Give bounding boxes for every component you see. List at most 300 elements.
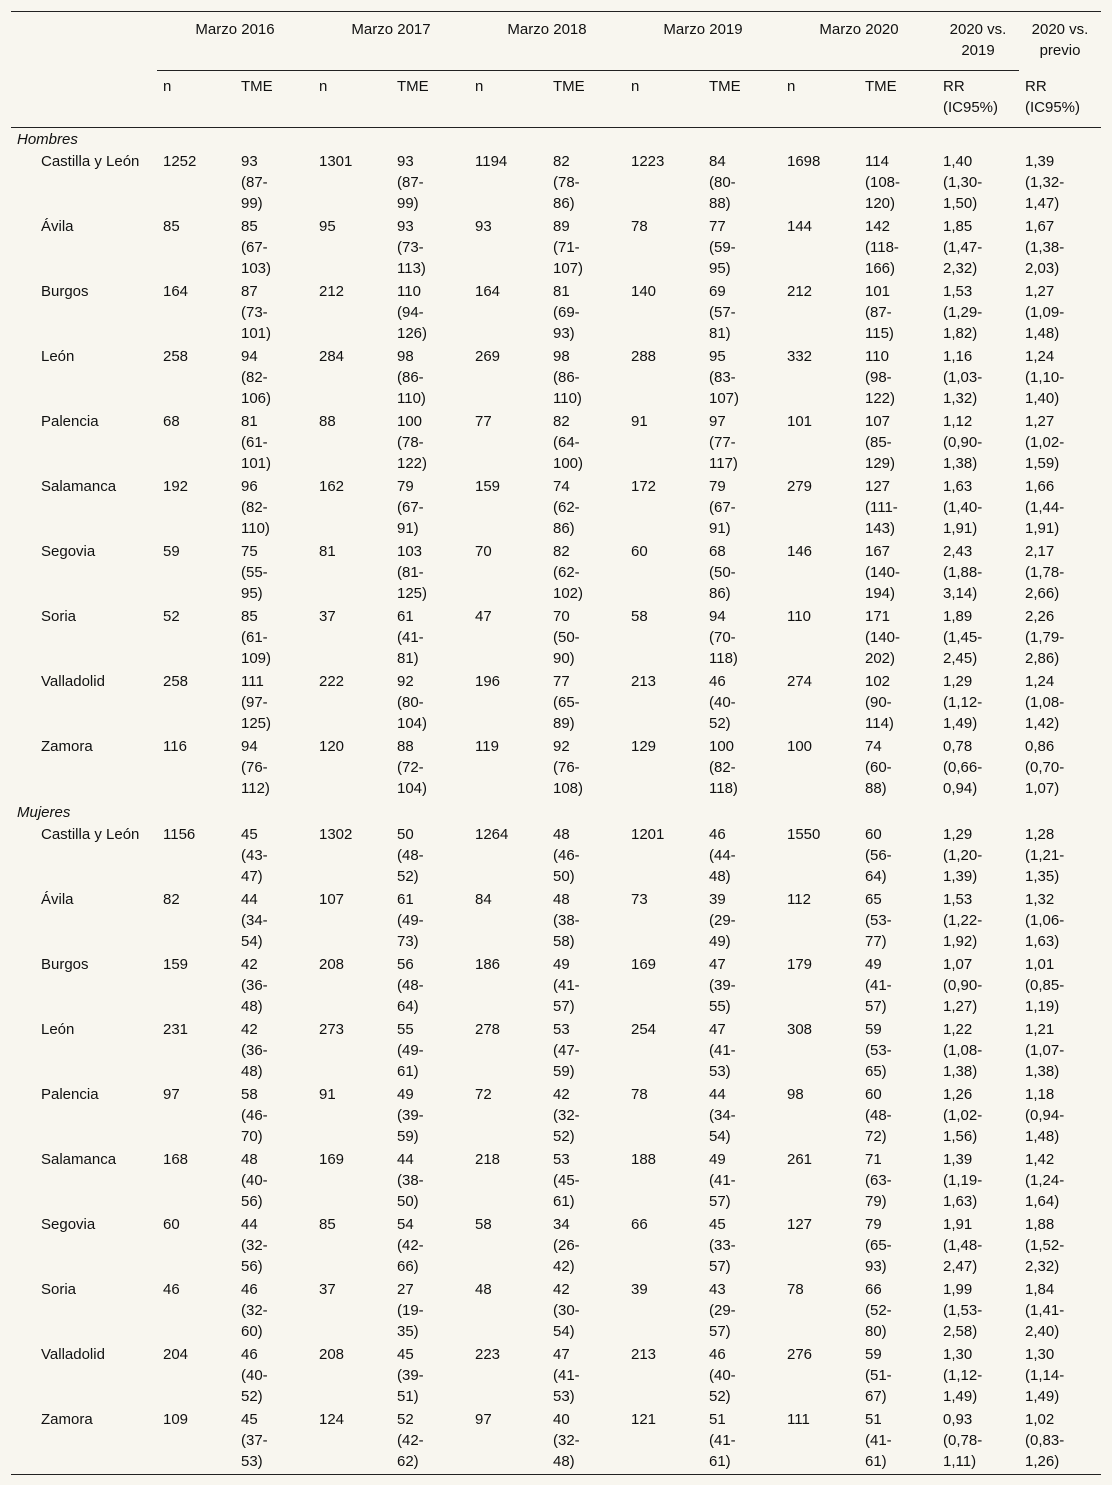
region-name: Soria [41, 1281, 77, 1298]
header-n: n [787, 78, 796, 95]
tme-cell: 27 (19- 35) [397, 1281, 424, 1340]
count-cell: 1223 [631, 153, 665, 170]
count-cell: 93 [475, 218, 492, 235]
count-cell: 37 [319, 1281, 336, 1298]
count-cell: 231 [163, 1021, 189, 1038]
rr-previo-cell: 1,27 (1,02- 1,59) [1025, 413, 1065, 472]
tme-cell: 77 (59- 95) [709, 218, 736, 277]
rr-previo-cell: 1,28 (1,21- 1,35) [1025, 826, 1065, 885]
count-cell: 204 [163, 1346, 189, 1363]
table-row [11, 606, 1101, 671]
tme-cell: 85 (67- 103) [241, 218, 272, 277]
count-cell: 52 [163, 608, 180, 625]
count-cell: 208 [319, 956, 345, 973]
table-row [11, 411, 1101, 476]
count-cell: 97 [163, 1086, 180, 1103]
count-cell: 164 [475, 283, 501, 300]
table-row [11, 671, 1101, 736]
count-cell: 223 [475, 1346, 501, 1363]
tme-cell: 46 (32- 60) [241, 1281, 268, 1340]
count-cell: 261 [787, 1151, 813, 1168]
tme-cell: 94 (70- 118) [709, 608, 738, 667]
region-name: Segovia [41, 543, 96, 560]
count-cell: 47 [475, 608, 492, 625]
table-row [11, 476, 1101, 541]
tme-cell: 93 (73- 113) [397, 218, 426, 277]
tme-cell: 100 (82- 118) [709, 738, 738, 797]
region-name: León [41, 1021, 75, 1038]
rr-2019-cell: 1,39 (1,19- 1,63) [943, 1151, 983, 1210]
header-n: n [631, 78, 640, 95]
tme-cell: 84 (80- 88) [709, 153, 736, 212]
table-row [11, 824, 1101, 889]
tme-cell: 87 (73- 101) [241, 283, 272, 342]
tme-cell: 56 (48- 64) [397, 956, 424, 1015]
count-cell: 159 [475, 478, 501, 495]
tme-cell: 59 (51- 67) [865, 1346, 892, 1405]
tme-cell: 93 (87- 99) [241, 153, 268, 212]
tme-cell: 39 (29- 49) [709, 891, 736, 950]
count-cell: 288 [631, 348, 657, 365]
tme-cell: 55 (49- 61) [397, 1021, 424, 1080]
count-cell: 254 [631, 1021, 657, 1038]
count-cell: 222 [319, 673, 345, 690]
count-cell: 116 [163, 738, 187, 755]
count-cell: 140 [631, 283, 657, 300]
tme-cell: 81 (69- 93) [553, 283, 580, 342]
count-cell: 91 [631, 413, 648, 430]
rr-2019-cell: 1,29 (1,12- 1,49) [943, 673, 983, 732]
tme-cell: 75 (55- 95) [241, 543, 268, 602]
rr-2019-cell: 1,07 (0,90- 1,27) [943, 956, 983, 1015]
count-cell: 88 [319, 413, 336, 430]
region-name: Burgos [41, 283, 89, 300]
mortality-table [11, 11, 1101, 1475]
table-row [11, 1019, 1101, 1084]
tme-cell: 103 (81- 125) [397, 543, 428, 602]
header-year-2019: Marzo 2019 [625, 12, 781, 71]
tme-cell: 97 (77- 117) [709, 413, 738, 472]
count-cell: 218 [475, 1151, 501, 1168]
count-cell: 1156 [163, 826, 196, 843]
count-cell: 284 [319, 348, 345, 365]
tme-cell: 94 (76- 112) [241, 738, 270, 797]
tme-cell: 69 (57- 81) [709, 283, 736, 342]
count-cell: 85 [319, 1216, 336, 1233]
tme-cell: 40 (32- 48) [553, 1411, 580, 1470]
tme-cell: 48 (40- 56) [241, 1151, 268, 1210]
count-cell: 274 [787, 673, 813, 690]
tme-cell: 167 (140- 194) [865, 543, 901, 602]
region-name: Burgos [41, 956, 89, 973]
rr-previo-cell: 1,21 (1,07- 1,38) [1025, 1021, 1065, 1080]
rr-previo-cell: 1,01 (0,85- 1,19) [1025, 956, 1065, 1015]
tme-cell: 48 (46- 50) [553, 826, 580, 885]
count-cell: 1302 [319, 826, 353, 843]
count-cell: 308 [787, 1021, 813, 1038]
tme-cell: 82 (62- 102) [553, 543, 584, 602]
rr-previo-cell: 2,26 (1,79- 2,86) [1025, 608, 1065, 667]
tme-cell: 49 (41- 57) [553, 956, 580, 1015]
rr-previo-cell: 1,39 (1,32- 1,47) [1025, 153, 1065, 212]
header-n: n [319, 78, 328, 95]
rr-previo-cell: 1,32 (1,06- 1,63) [1025, 891, 1065, 950]
region-name: León [41, 348, 75, 365]
count-cell: 110 [787, 608, 811, 625]
rr-2019-cell: 1,26 (1,02- 1,56) [943, 1086, 983, 1145]
count-cell: 81 [319, 543, 336, 560]
tme-cell: 79 (67- 91) [397, 478, 424, 537]
tme-cell: 49 (39- 59) [397, 1086, 424, 1145]
rr-previo-cell: 1,66 (1,44- 1,91) [1025, 478, 1065, 537]
tme-cell: 46 (40- 52) [709, 1346, 736, 1405]
region-name: Valladolid [41, 673, 105, 690]
count-cell: 269 [475, 348, 501, 365]
count-cell: 279 [787, 478, 813, 495]
region-name: Valladolid [41, 1346, 105, 1363]
table-row [11, 1214, 1101, 1279]
table-row [11, 1409, 1101, 1475]
region-name: Castilla y León [41, 153, 140, 170]
header-year-2018: Marzo 2018 [469, 12, 625, 71]
rr-2019-cell: 1,29 (1,20- 1,39) [943, 826, 983, 885]
tme-cell: 110 (98- 122) [865, 348, 896, 407]
section-label: Hombres [17, 131, 78, 148]
region-name: Palencia [41, 413, 99, 430]
tme-cell: 54 (42- 66) [397, 1216, 424, 1275]
count-cell: 332 [787, 348, 813, 365]
count-cell: 82 [163, 891, 180, 908]
region-name: Ávila [41, 218, 74, 235]
count-cell: 58 [475, 1216, 492, 1233]
tme-cell: 89 (71- 107) [553, 218, 584, 277]
table-row [11, 541, 1101, 606]
count-cell: 78 [631, 1086, 648, 1103]
header-rr: RR (IC95%) [1025, 77, 1081, 116]
count-cell: 124 [319, 1411, 345, 1428]
count-cell: 213 [631, 1346, 657, 1363]
tme-cell: 79 (67- 91) [709, 478, 736, 537]
tme-cell: 60 (56- 64) [865, 826, 892, 885]
tme-cell: 47 (41- 53) [709, 1021, 736, 1080]
count-cell: 192 [163, 478, 189, 495]
header-year-2016: Marzo 2016 [157, 12, 313, 71]
count-cell: 91 [319, 1086, 336, 1103]
tme-cell: 44 (32- 56) [241, 1216, 268, 1275]
count-cell: 112 [787, 891, 811, 908]
rr-previo-cell: 1,67 (1,38- 2,03) [1025, 218, 1065, 277]
count-cell: 111 [787, 1411, 810, 1428]
header-rr-2019: 2020 vs. 2019 [937, 12, 1019, 71]
count-cell: 273 [319, 1021, 345, 1038]
rr-2019-cell: 1,22 (1,08- 1,38) [943, 1021, 983, 1080]
table-row [11, 954, 1101, 1019]
tme-cell: 68 (50- 86) [709, 543, 736, 602]
rr-previo-cell: 1,27 (1,09- 1,48) [1025, 283, 1065, 342]
tme-cell: 51 (41- 61) [865, 1411, 892, 1470]
count-cell: 60 [163, 1216, 180, 1233]
tme-cell: 51 (41- 61) [709, 1411, 736, 1470]
tme-cell: 60 (48- 72) [865, 1086, 892, 1145]
rr-2019-cell: 0,93 (0,78- 1,11) [943, 1411, 983, 1470]
count-cell: 162 [319, 478, 345, 495]
tme-cell: 65 (53- 77) [865, 891, 892, 950]
count-cell: 107 [319, 891, 345, 908]
tme-cell: 71 (63- 79) [865, 1151, 892, 1210]
region-name: Soria [41, 608, 77, 625]
rr-2019-cell: 1,53 (1,22- 1,92) [943, 891, 983, 950]
count-cell: 213 [631, 673, 657, 690]
count-cell: 100 [787, 738, 813, 755]
header-year-2020: Marzo 2020 [781, 12, 937, 71]
count-cell: 48 [475, 1281, 492, 1298]
header-n: n [163, 78, 172, 95]
count-cell: 121 [631, 1411, 657, 1428]
rr-2019-cell: 1,16 (1,03- 1,32) [943, 348, 983, 407]
tme-cell: 74 (60- 88) [865, 738, 892, 797]
tme-cell: 43 (29- 57) [709, 1281, 736, 1340]
count-cell: 1194 [475, 153, 508, 170]
region-name: Salamanca [41, 478, 117, 495]
header-rr-previo: 2020 vs. previo [1031, 21, 1089, 59]
region-name: Segovia [41, 1216, 96, 1233]
tme-cell: 46 (40- 52) [709, 673, 736, 732]
count-cell: 129 [631, 738, 657, 755]
count-cell: 258 [163, 348, 189, 365]
tme-cell: 70 (50- 90) [553, 608, 580, 667]
count-cell: 68 [163, 413, 180, 430]
rr-2019-cell: 1,12 (0,90- 1,38) [943, 413, 983, 472]
tme-cell: 50 (48- 52) [397, 826, 424, 885]
count-cell: 119 [475, 738, 499, 755]
section-label: Mujeres [17, 804, 71, 821]
count-cell: 169 [631, 956, 657, 973]
header-tme: TME [709, 78, 741, 95]
tme-cell: 53 (45- 61) [553, 1151, 580, 1210]
header-tme: TME [553, 78, 585, 95]
rr-previo-cell: 1,02 (0,83- 1,26) [1025, 1411, 1065, 1470]
tme-cell: 52 (42- 62) [397, 1411, 424, 1470]
section-row [11, 128, 1101, 152]
count-cell: 46 [163, 1281, 180, 1298]
tme-cell: 44 (38- 50) [397, 1151, 424, 1210]
count-cell: 1252 [163, 153, 197, 170]
tme-cell: 42 (36- 48) [241, 1021, 268, 1080]
header-n: n [475, 78, 484, 95]
count-cell: 101 [787, 413, 813, 430]
rr-previo-cell: 1,24 (1,08- 1,42) [1025, 673, 1065, 732]
table-row [11, 281, 1101, 346]
count-cell: 179 [787, 956, 813, 973]
count-cell: 1301 [319, 153, 353, 170]
table-row [11, 216, 1101, 281]
region-name: Zamora [41, 738, 93, 755]
rr-2019-cell: 0,78 (0,66- 0,94) [943, 738, 983, 797]
count-cell: 144 [787, 218, 813, 235]
tme-cell: 79 (65- 93) [865, 1216, 892, 1275]
tme-cell: 92 (76- 108) [553, 738, 584, 797]
rr-2019-cell: 1,91 (1,48- 2,47) [943, 1216, 983, 1275]
tme-cell: 45 (37- 53) [241, 1411, 268, 1470]
tme-cell: 127 (111- 143) [865, 478, 898, 537]
count-cell: 78 [787, 1281, 804, 1298]
tme-cell: 44 (34- 54) [709, 1086, 736, 1145]
tme-cell: 46 (44- 48) [709, 826, 736, 885]
count-cell: 212 [319, 283, 345, 300]
table-row [11, 736, 1101, 801]
tme-cell: 42 (30- 54) [553, 1281, 580, 1340]
tme-cell: 58 (46- 70) [241, 1086, 268, 1145]
tme-cell: 45 (43- 47) [241, 826, 268, 885]
tme-cell: 47 (41- 53) [553, 1346, 580, 1405]
count-cell: 60 [631, 543, 648, 560]
tme-cell: 111 (97- 125) [241, 673, 272, 732]
table-body [11, 128, 1101, 1475]
rr-2019-cell: 1,30 (1,12- 1,49) [943, 1346, 983, 1405]
rr-2019-cell: 1,89 (1,45- 2,45) [943, 608, 983, 667]
tme-cell: 47 (39- 55) [709, 956, 736, 1015]
region-name: Ávila [41, 891, 74, 908]
rr-2019-cell: 1,53 (1,29- 1,82) [943, 283, 983, 342]
tme-cell: 96 (82- 110) [241, 478, 270, 537]
count-cell: 84 [475, 891, 492, 908]
tme-cell: 98 (86- 110) [553, 348, 582, 407]
count-cell: 258 [163, 673, 189, 690]
count-cell: 146 [787, 543, 813, 560]
header-tme: TME [865, 78, 897, 95]
count-cell: 58 [631, 608, 648, 625]
count-cell: 172 [631, 478, 657, 495]
tme-cell: 49 (41- 57) [865, 956, 892, 1015]
tme-cell: 59 (53- 65) [865, 1021, 892, 1080]
count-cell: 278 [475, 1021, 501, 1038]
tme-cell: 107 (85- 129) [865, 413, 896, 472]
tme-cell: 45 (39- 51) [397, 1346, 424, 1405]
table-row [11, 346, 1101, 411]
table-row [11, 151, 1101, 216]
header-corner-2 [11, 71, 157, 128]
table-row [11, 1084, 1101, 1149]
tme-cell: 114 (108- 120) [865, 153, 901, 212]
header-tme: TME [397, 78, 429, 95]
tme-cell: 42 (36- 48) [241, 956, 268, 1015]
tme-cell: 101 (87- 115) [865, 283, 894, 342]
table-row [11, 1344, 1101, 1409]
header-row-years [11, 12, 1101, 71]
tme-cell: 34 (26- 42) [553, 1216, 580, 1275]
tme-cell: 53 (47- 59) [553, 1021, 580, 1080]
rr-previo-cell: 1,30 (1,14- 1,49) [1025, 1346, 1065, 1405]
tme-cell: 98 (86- 110) [397, 348, 426, 407]
count-cell: 97 [475, 1411, 492, 1428]
tme-cell: 77 (65- 89) [553, 673, 580, 732]
tme-cell: 49 (41- 57) [709, 1151, 736, 1210]
tme-cell: 42 (32- 52) [553, 1086, 580, 1145]
tme-cell: 94 (82- 106) [241, 348, 272, 407]
count-cell: 95 [319, 218, 336, 235]
count-cell: 169 [319, 1151, 345, 1168]
count-cell: 73 [631, 891, 648, 908]
count-cell: 39 [631, 1281, 648, 1298]
tme-cell: 88 (72- 104) [397, 738, 428, 797]
count-cell: 1550 [787, 826, 821, 843]
tme-cell: 110 (94- 126) [397, 283, 428, 342]
rr-previo-cell: 2,17 (1,78- 2,66) [1025, 543, 1065, 602]
table-row [11, 889, 1101, 954]
count-cell: 1264 [475, 826, 509, 843]
count-cell: 196 [475, 673, 501, 690]
tme-cell: 61 (41- 81) [397, 608, 424, 667]
rr-2019-cell: 1,63 (1,40- 1,91) [943, 478, 983, 537]
tme-cell: 82 (78- 86) [553, 153, 580, 212]
count-cell: 77 [475, 413, 492, 430]
header-corner [11, 12, 157, 71]
count-cell: 85 [163, 218, 180, 235]
count-cell: 159 [163, 956, 189, 973]
header-tme: TME [241, 78, 273, 95]
tme-cell: 66 (52- 80) [865, 1281, 892, 1340]
tme-cell: 92 (80- 104) [397, 673, 428, 732]
count-cell: 276 [787, 1346, 813, 1363]
tme-cell: 61 (49- 73) [397, 891, 424, 950]
rr-previo-cell: 1,88 (1,52- 2,32) [1025, 1216, 1065, 1275]
header-rr: RR (IC95%) [943, 78, 999, 116]
table-row [11, 1279, 1101, 1344]
tme-cell: 95 (83- 107) [709, 348, 740, 407]
count-cell: 37 [319, 608, 336, 625]
tme-cell: 46 (40- 52) [241, 1346, 268, 1405]
tme-cell: 171 (140- 202) [865, 608, 901, 667]
count-cell: 164 [163, 283, 189, 300]
region-name: Castilla y León [41, 826, 140, 843]
table-row [11, 1149, 1101, 1214]
count-cell: 70 [475, 543, 492, 560]
count-cell: 109 [163, 1411, 189, 1428]
tme-cell: 44 (34- 54) [241, 891, 268, 950]
count-cell: 72 [475, 1086, 492, 1103]
section-row [11, 801, 1101, 824]
rr-previo-cell: 0,86 (0,70- 1,07) [1025, 738, 1065, 797]
count-cell: 78 [631, 218, 648, 235]
header-year-2017: Marzo 2017 [313, 12, 469, 71]
count-cell: 208 [319, 1346, 345, 1363]
count-cell: 127 [787, 1216, 813, 1233]
region-name: Zamora [41, 1411, 93, 1428]
rr-previo-cell: 1,24 (1,10- 1,40) [1025, 348, 1065, 407]
tme-cell: 100 (78- 122) [397, 413, 428, 472]
tme-cell: 48 (38- 58) [553, 891, 580, 950]
count-cell: 168 [163, 1151, 189, 1168]
count-cell: 98 [787, 1086, 804, 1103]
rr-2019-cell: 1,40 (1,30- 1,50) [943, 153, 983, 212]
region-name: Salamanca [41, 1151, 117, 1168]
tme-cell: 93 (87- 99) [397, 153, 424, 212]
count-cell: 1201 [631, 826, 665, 843]
count-cell: 66 [631, 1216, 648, 1233]
count-cell: 212 [787, 283, 813, 300]
rr-previo-cell: 1,18 (0,94- 1,48) [1025, 1086, 1065, 1145]
rr-2019-cell: 2,43 (1,88- 3,14) [943, 543, 983, 602]
count-cell: 186 [475, 956, 501, 973]
rr-previo-cell: 1,42 (1,24- 1,64) [1025, 1151, 1065, 1210]
tme-cell: 142 (118- 166) [865, 218, 899, 277]
tme-cell: 81 (61- 101) [241, 413, 272, 472]
count-cell: 1698 [787, 153, 821, 170]
count-cell: 59 [163, 543, 180, 560]
tme-cell: 82 (64- 100) [553, 413, 584, 472]
tme-cell: 45 (33- 57) [709, 1216, 736, 1275]
rr-previo-cell: 1,84 (1,41- 2,40) [1025, 1281, 1065, 1340]
